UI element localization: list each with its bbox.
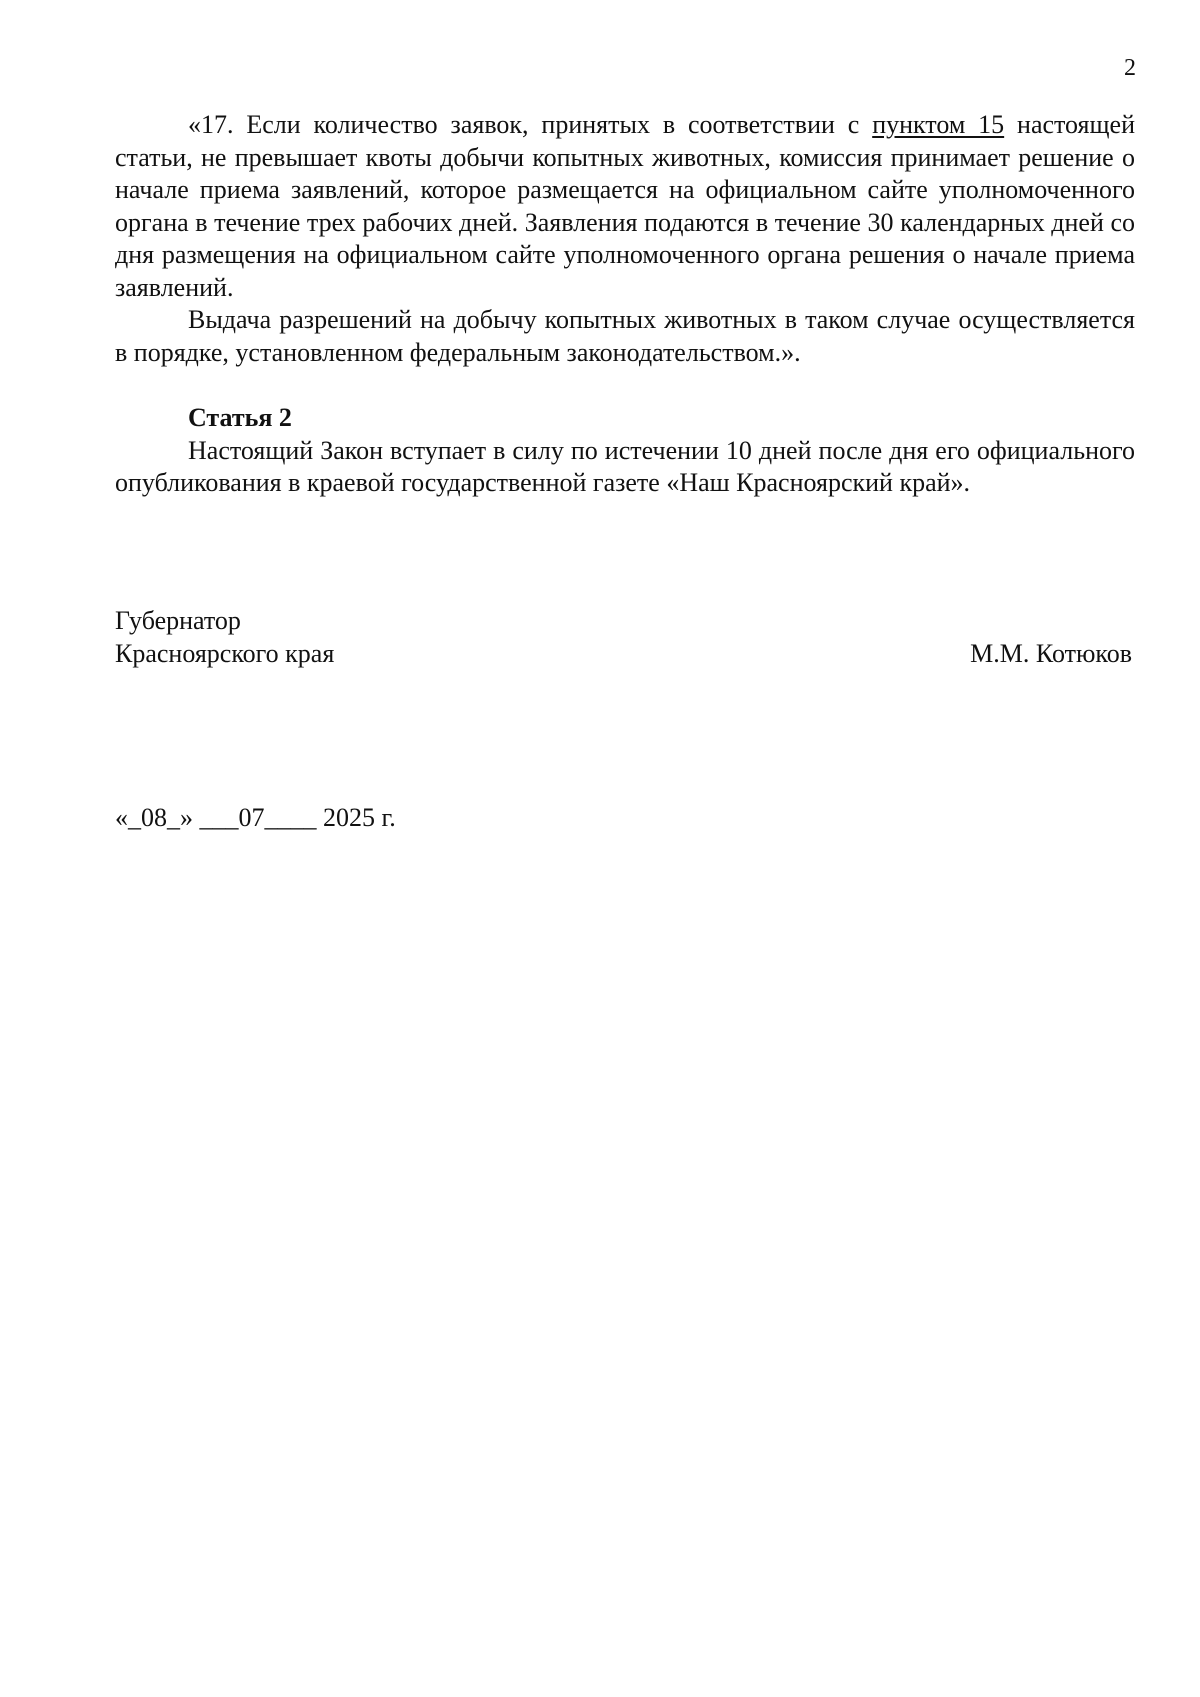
signatory-name: М.М. Котюков [970, 638, 1132, 668]
article-2-text: Настоящий Закон вступает в силу по истечении 10 дней после дня его официального опубликования в краевой государственной газете «Наш Красноярский край». [115, 435, 1135, 497]
paragraph-17 [115, 109, 1135, 304]
paragraph-17-permits: Выдача разрешений на добычу копытных животных в таком случае осуществляется в порядке, установленном федеральным законодательством.». [115, 305, 1135, 367]
paragraph-17-text-start: «17. Если количество заявок, принятых в соответствии с [188, 110, 873, 139]
signature-title-line2: Красноярского края [115, 638, 335, 668]
document-body [115, 109, 1135, 500]
article-2-heading: Статья 2 [188, 403, 292, 432]
signature-row [115, 638, 1135, 671]
signing-date: «_08_» ___07____ 2025 г. [115, 803, 396, 832]
signature-title-line1: Губернатор [115, 606, 241, 635]
paragraph-17-text-end: настоящей статьи, не превышает квоты добычи копытных животных, комиссия принимает решение о начале приема заявлений, которое размещается на официальном сайте уполномоченного органа в течение трех рабочих дней. Заявления подаются в течение 30 календарных дней со дня размещения на официальном сайте уполномоченного органа решения о начале приема заявлений. [115, 110, 1135, 302]
page-number: 2 [1124, 55, 1136, 81]
signature-block [115, 605, 1135, 670]
clause-15-link[interactable]: пунктом 15 [872, 110, 1005, 139]
